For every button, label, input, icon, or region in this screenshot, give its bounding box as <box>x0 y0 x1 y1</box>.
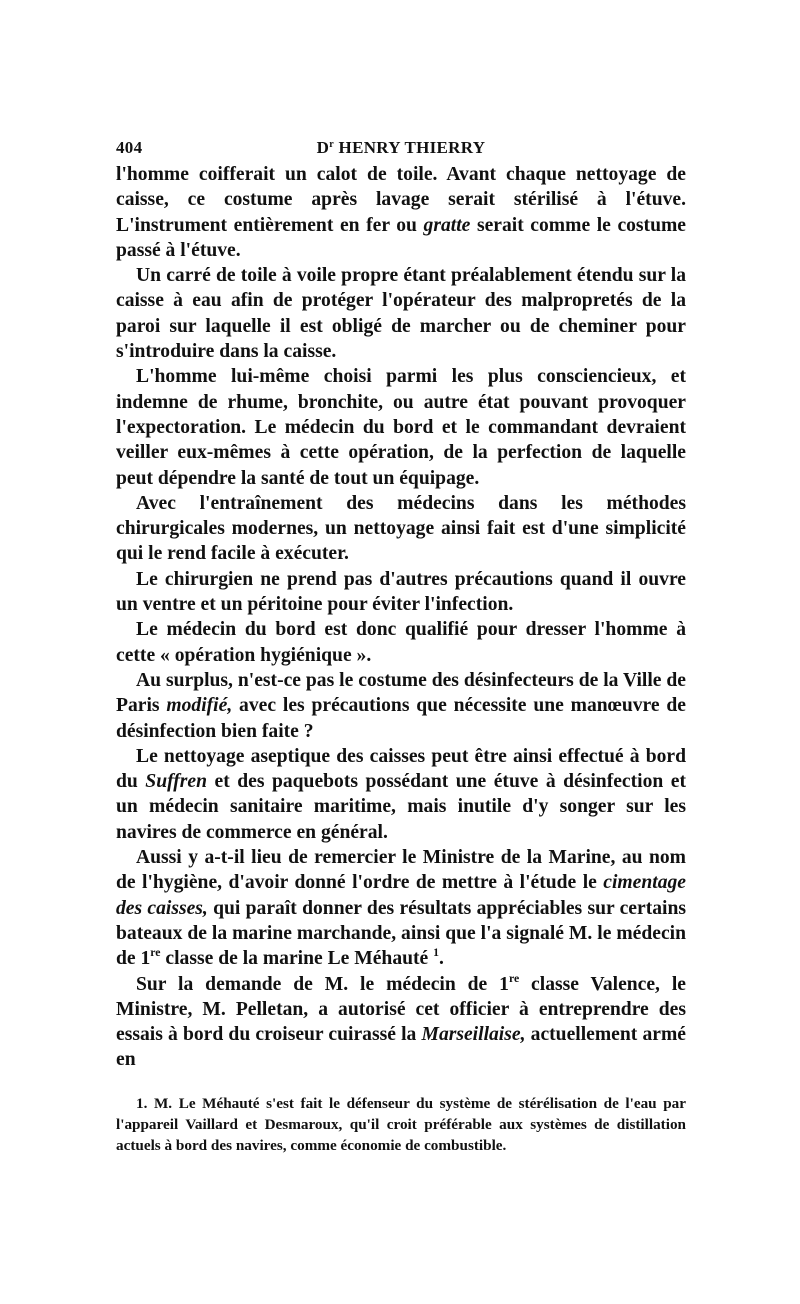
page-number: 404 <box>116 138 143 157</box>
paragraph: Un carré de toile à voile propre étant préalablement étendu sur la caisse à eau afin de protéger l'opérateur des malpropretés de la paroi sur laquelle il est obligé de marcher ou de cheminer pour s'introduire dans la caisse. <box>116 265 686 363</box>
running-header <box>116 132 686 162</box>
footnote-reference[interactable]: 1 <box>433 945 440 959</box>
paragraph: Sur la demande de M. le médecin de 1re classe Valence, le Ministre, M. Pelletan, a autorisé cet officier à entreprendre des essais à bord du croiseur cuirassé la Marseillaise, actuellement armé en <box>116 971 686 1071</box>
paragraph: Avec l'entraînement des médecins dans les méthodes chirurgicales modernes, un nettoyage ainsi fait est d'une simplicité qui le rend facile à exécuter. <box>116 492 686 565</box>
paragraph: l'homme coifferait un calot de toile. Avant chaque nettoyage de caisse, ce costume après lavage serait stérilisé à l'étuve. L'instrument entièrement en fer ou gratte serait comme le costume passé à l'étuve. <box>116 164 686 261</box>
book-page <box>116 132 686 1156</box>
footnote-marker: 1. <box>136 1094 148 1112</box>
body-text <box>116 162 686 1073</box>
paragraph: Le médecin du bord est donc qualifié pour dresser l'homme à cette « opération hygiénique ». <box>116 619 686 666</box>
paragraph: Au surplus, n'est-ce pas le costume des désinfecteurs de la Ville de Paris modifié, avec les précautions que nécessite une manœuvre de désinfection bien faite ? <box>116 669 686 742</box>
footnotes <box>116 1093 686 1156</box>
paragraph: Le chirurgien ne prend pas d'autres précautions quand il ouvre un ventre et un péritoine pour éviter l'infection. <box>116 568 686 616</box>
paragraph: Le nettoyage aseptique des caisses peut être ainsi effectué à bord du Suffren et des paquebots possédant une étuve à désinfection et un médecin sanitaire maritime, mais inutile d'y songer sur les navires de commerce en général. <box>116 745 686 843</box>
paragraph: L'homme lui-même choisi parmi les plus consciencieux, et indemne de rhume, bronchite, ou autre état pouvant provoquer l'expectoration. Le médecin du bord et le commandant devraient veiller eux-mêmes à cette opération, de la perfection de laquelle peut dépendre la santé de tout un équipage. <box>116 366 686 489</box>
paragraph: Aussi y a-t-il lieu de remercier le Ministre de la Marine, au nom de l'hygiène, d'avoir donné l'ordre de mettre à l'étude le cimentage des caisses, qui paraît donner des résultats appréciables sur certains bateaux de la marine marchande, ainsi que l'a signalé M. le médecin de 1re classe de la marine Le Méhauté $^1$. <box>116 847 686 970</box>
footnote: 1. M. Le Méhauté s'est fait le défenseur du système de stérélisation de l'eau par l'appareil Vaillard et Desmaroux, qu'il croit préférable aux systèmes de distillation actuels à bord des navires, comme économie de combustible. <box>116 1094 686 1154</box>
running-title: $D^r$ HENRY THIERRY <box>316 138 486 157</box>
